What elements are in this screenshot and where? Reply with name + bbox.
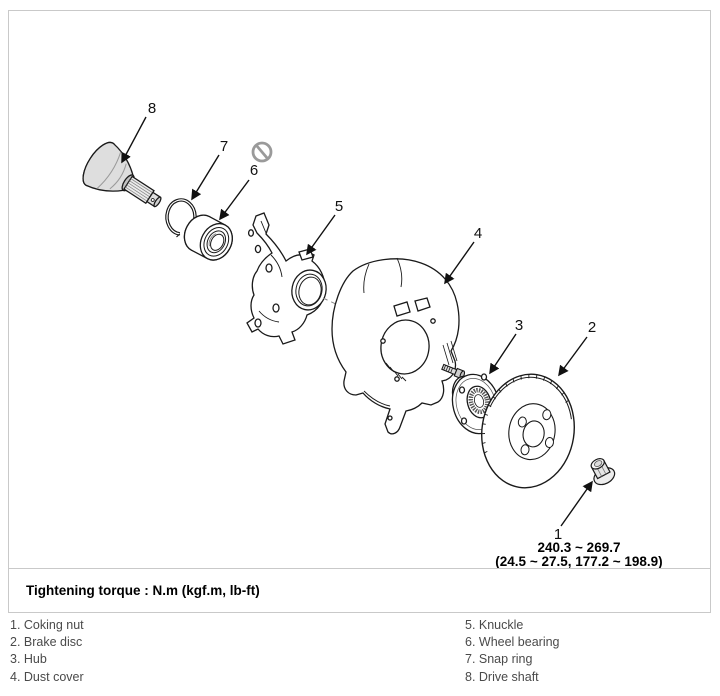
callout-arrow-8 [122,117,146,162]
drive-shaft-part [77,137,173,224]
callout-number-7: 7 [219,138,229,155]
callout-number-3: 3 [514,317,524,334]
prohibition-icon [253,143,271,161]
torque-value-nm: 240.3 ~ 269.7 [537,540,621,555]
callout-number-2: 2 [587,319,597,336]
knuckle-part [247,213,330,344]
parts-list-left-column [10,617,84,686]
callout-number-8: 8 [147,100,157,117]
parts-list-item-knuckle: 5. Knuckle [465,618,524,632]
callout-arrow-7 [192,155,219,199]
parts-list-item-coking-nut: 1. Coking nut [10,618,84,632]
callout-number-6: 6 [249,162,259,179]
parts-list-item-drive-shaft: 8. Drive shaft [465,669,539,684]
parts-list-right-column [465,617,560,686]
callout-arrow-3 [490,334,516,373]
parts-list-item-wheel-bearing: 6. Wheel bearing [465,635,560,650]
exploded-view-diagram [9,11,710,568]
parts-list-item-hub: 3. Hub [10,652,47,667]
callout-arrow-2 [559,337,587,375]
dust-cover-part [332,258,459,434]
callout-arrow-1 [561,482,592,526]
callout-arrow-6 [220,180,249,219]
tightening-torque-note [9,568,710,612]
parts-list-item-snap-ring: 7. Snap ring [465,652,533,667]
parts-list-item-dust-cover: 4. Dust cover [10,669,84,684]
callout-number-5: 5 [334,198,344,215]
exploded-view-panel [8,10,711,613]
callout-number-1: 1 [553,526,563,543]
wheel-bearing-part [178,210,238,266]
parts-list-item-brake-disc: 2. Brake disc [10,635,83,650]
torque-value-converted: (24.5 ~ 27.5, 177.2 ~ 198.9) [495,554,663,568]
callout-number-4: 4 [473,225,483,242]
tightening-torque-label: Tightening torque : N.m (kgf.m, lb-ft) [26,583,260,598]
callout-arrow-4 [445,242,474,283]
callout-arrow-5 [307,215,335,254]
